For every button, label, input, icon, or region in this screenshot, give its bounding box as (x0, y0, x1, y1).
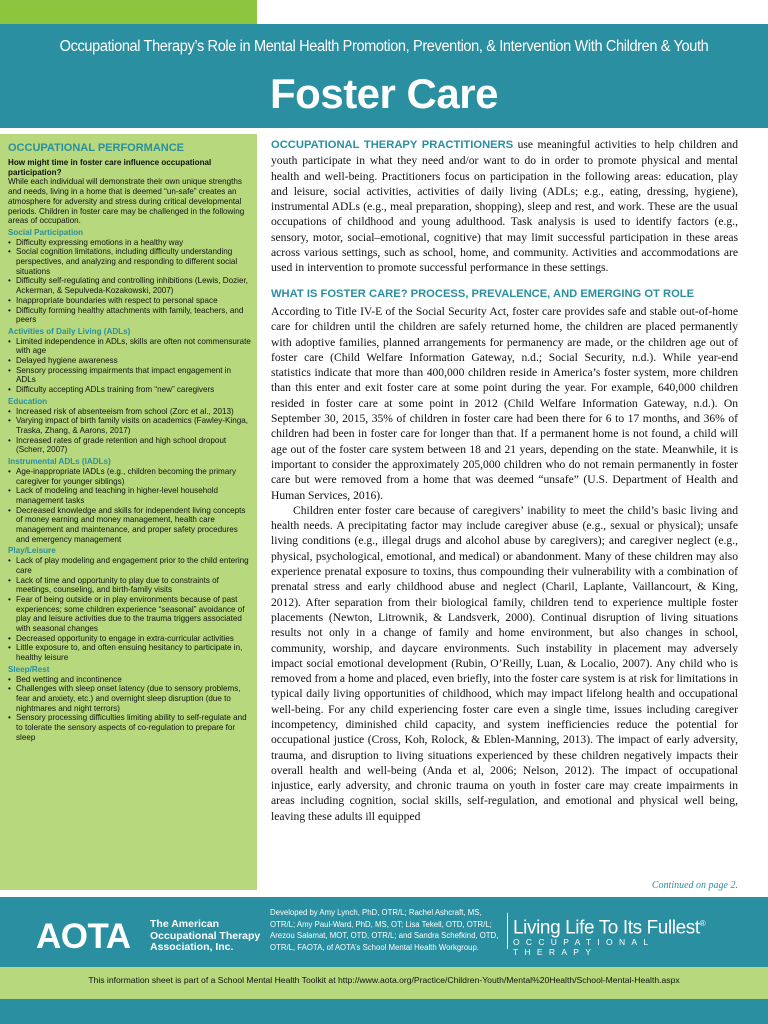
list-item: • Increased rates of grade retention and high school dropout (Scherr, 2007) (8, 436, 251, 455)
main-content (271, 137, 738, 824)
top-accent-bar (0, 0, 257, 24)
list-item: • Decreased knowledge and skills for independent living concepts of money earning and money management, health care management and maintenance, and proper safety procedures and emergency management (8, 506, 251, 545)
list-item: • Sensory processing impairments that impact engagement in ADLs (8, 366, 251, 385)
section-title-education: Education (8, 396, 48, 406)
toolkit-link-text[interactable]: This information sheet is part of a School Mental Health Toolkit at http://www.aota.org/Practice/Children-Youth/Mental%20Health/School-Mental-Health.aspx (88, 975, 680, 985)
list-play-leisure (8, 556, 251, 663)
sidebar-intro: While each individual will demonstrate their own unique strengths and needs, living in a home that is deemed “un-safe” creates an atmosphere for adversity and stress during critical developmental periods. Children in foster care may be challenged in the following areas of occupation. (8, 177, 245, 226)
list-item: • Varying impact of birth family visits on academics (Fawley-Kinga, Traska, Zhang, & Aarons, 2017) (8, 416, 251, 435)
section-title-sleep-rest: Sleep/Rest (8, 664, 50, 674)
body-paragraph-2: Children enter foster care because of caregivers’ inability to meet the child’s basic living and health needs. A precipitating factor may include caregiver abuse (e.g., sexual or physical); unsafe living conditions (e.g., illegal drugs and alcohol abuse by caregivers); and caregiver neglect (e.g., physical, psychological, emotional, and medical) or abandonment. Many of these children may also experience prenatal exposure to toxins, thus compounding their vulnerability with a combination of prenatal stress and early childhood abuse and neglect (Charil, Laplante, Vaillancourt, & King, 2012). After separation from their biological family, children tend to experience multiple foster placements (Newton, Litrownik, & Landsverk, 2000). Continual disruption of living situations results not only in a change of family and home environment, but also changes in school, community, worship, and daycare environments. Such instability in placement may adversely impact social emotional development (Rubin, O’Reilly, Luan, & Localio, 2007). Any child who is removed from a home and placed, even briefly, into the foster care system is at risk for limitations in typical daily living opportunities of childhood, which may impact lifelong health and occupational well-being. For any child experiencing foster care even a single time, issues including caregiver incompetency, diminished child capacity, and system inefficiencies reduce the potential for occupational justice (Cross, Koh, Rolock, & Eblen-Manning, 2013). The impact of early adversity, trauma, and disruption to living situations experienced by these children negatively impacts their overall health and well-being (Anda et al, 2006; Nelson, 2012). The impact of occupational injustice, early adversity, and chronic trauma on youth in foster care may create impairments in areas including cognition, social skills, self-regulation, and emotional and physical well being, leaving these adults ill equipped (271, 503, 738, 823)
list-item: • Difficulty self-regulating and controlling inhibitions (Lewis, Dozier, Ackerman, & Sepulveda-Kozakowski, 2007) (8, 276, 251, 295)
list-item: • Difficulty accepting ADLs training from “new” caregivers (8, 385, 251, 395)
section-heading: WHAT IS FOSTER CARE? PROCESS, PREVALENCE, AND EMERGING OT ROLE (271, 287, 695, 300)
list-item: • Bed wetting and incontinence (8, 675, 251, 685)
list-item: • Difficulty expressing emotions in a healthy way (8, 238, 251, 248)
list-item: • Increased risk of absenteeism from school (Zorc et al., 2013) (8, 407, 251, 417)
aota-logo (36, 915, 266, 965)
tagline-sub: OCCUPATIONAL THERAPY (513, 937, 655, 957)
list-item: • Social cognition limitations, including difficulty understanding perspectives, and analyzing and responding to different social situations (8, 247, 251, 276)
list-item: • Fear of being outside or in play environments because of past experiences; some children experience “seasonal” avoidance of play and leisure activities due to the trauma triggers associated with seasonal changes (8, 595, 251, 634)
list-social (8, 238, 251, 325)
continued-note: Continued on page 2. (651, 880, 738, 891)
section-title-social: Social Participation (8, 227, 84, 237)
list-item: • Limited independence in ADLs, skills are often not commensurate with age (8, 337, 251, 356)
list-item: • Lack of time and opportunity to play due to constraints of meetings, counseling, and birth-family visits (8, 576, 251, 595)
page-title: Foster Care (270, 70, 498, 117)
intro-paragraph (271, 137, 738, 276)
list-adls (8, 337, 251, 395)
footer-divider (507, 913, 508, 949)
aota-logo-mark: AOTA (36, 917, 131, 956)
list-item: • Lack of play modeling and engagement prior to the child entering care (8, 556, 251, 575)
section-title-iadls: Instrumental ADLs (IADLs) (8, 457, 111, 467)
intro-text: use meaningful activities to help children and youth participate in what they need and/or want to do in order to promote physical and mental health and well-being. Practitioners focus on participation in the following areas: education, play and leisure, social activities, activities of daily living (ADLs; e.g., eating, dressing, hygiene), instrumental ADLs (e.g., meal preparation, shopping), sleep and rest, and work. These are the usual occupations of childhood and young adulthood. Task analysis is used to identify factors (e.g., sensory, motor, social–emotional, cognitive) that may limit successful participation in these areas across various settings, such as school, home, and community. Activities and accommodations are used in intervention to promote successful performance in these settings. (271, 138, 739, 275)
org-name: The American Occupational Therapy Association, Inc. (150, 918, 261, 953)
list-sleep-rest (8, 675, 251, 743)
list-item: • Delayed hygiene awareness (8, 356, 251, 366)
section-title-play-leisure: Play/Leisure (8, 546, 56, 556)
developed-by: Developed by Amy Lynch, PhD, OTR/L; Rachel Ashcraft, MS, OTR/L; Amy Paul-Ward, PhD, MS, OT; Lisa Tekell, OTD, OTR/L; Arezou Salamat, MOT, OTD, OTR/L; and Sandra Schefkind, OTD, OTR/L, FAOTA, of AOTA’s School Mental Health Workgroup. (270, 908, 499, 953)
registered-mark: ® (699, 919, 706, 928)
list-item: • Decreased opportunity to engage in extra-curricular activities (8, 634, 251, 644)
tagline-text: Living Life To Its Fullest (513, 917, 700, 939)
section-title-adls: Activities of Daily Living (ADLs) (8, 326, 131, 336)
body-paragraph-1: According to Title IV-E of the Social Security Act, foster care provides safe and stable out-of-home care for children until the children are safely returned home, the children are placed permanently with adoptive families, planned arrangements for permanency are made, or the children age out of foster care (Child Welfare Information Gateway, n.d.; Social Security, n.d.). While year-end statistics indicate that more than 400,000 children reside in America’s foster system, more children than this enter and exit foster care at some point during the year. For example, 640,000 children resided in foster care at some point in 2012 (Child Welfare Information Gateway, n.d.). On September 30, 2015, 35% of children in foster care had been there for 6 to 17 months, and 36% of children had been in foster care for longer than that. If a permanent home is not found, a child will age out of the foster care system between 18 and 21 years, depending on the state. Meanwhile, it is important to consider the approximately 205,000 children who do not remain permanently in foster care but were removed from a home that was deemed “unsafe” (U.S. Department of Health and Human Services, 2016). (271, 304, 738, 502)
list-iadls (8, 467, 251, 545)
list-item: • Sensory processing difficulties limiting ability to self-regulate and to tolerate the sensory aspects of co-regulation to prepare for sleep (8, 713, 251, 742)
list-item: • Age-inappropriate IADLs (e.g., children becoming the primary caregiver for younger siblings) (8, 467, 251, 486)
list-item: • Little exposure to, and often ensuing hesitancy to participate in, healthy leisure (8, 643, 251, 662)
list-education (8, 407, 251, 456)
header-subtitle: Occupational Therapy’s Role in Mental Health Promotion, Prevention, & Intervention With Children & Youth (59, 38, 709, 55)
list-item: • Difficulty forming healthy attachments with family, teachers, and peers (8, 306, 251, 325)
sidebar-question: How might time in foster care influence occupational participation? (8, 158, 212, 177)
list-item: • Challenges with sleep onset latency (due to sensory problems, fear and anxiety, etc.) and overnight sleep disruption (due to nightmares and night terrors) (8, 684, 251, 713)
list-item: • Lack of modeling and teaching in higher-level household management tasks (8, 486, 251, 505)
sidebar-heading: OCCUPATIONAL PERFORMANCE (8, 142, 184, 154)
sidebar-occupational-performance (0, 134, 257, 890)
list-item: • Inappropriate boundaries with respect to personal space (8, 296, 251, 306)
intro-lead: OCCUPATIONAL THERAPY PRACTITIONERS (271, 139, 514, 151)
